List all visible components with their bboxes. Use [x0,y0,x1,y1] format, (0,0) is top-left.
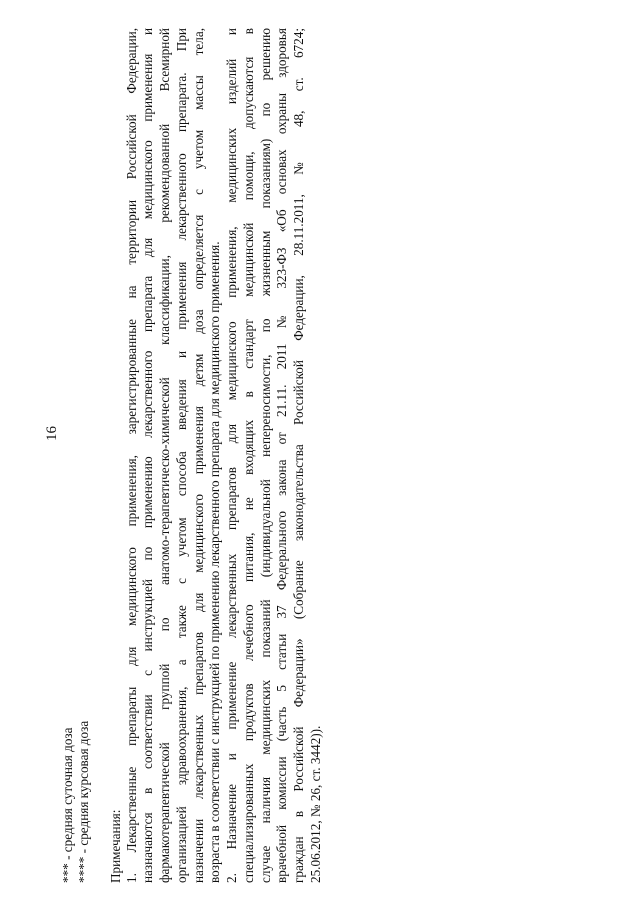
note-1-line: назначаются в соответствии с инструкцией по применению лекарственного препарата для медицинского применения и [140,28,156,883]
note-2-line: врачебной комиссии (часть 5 статьи 37 Федерального закона от 21.11. 2011 № 323-ФЗ «Об основах охраны здоровья [274,28,290,883]
note-2-line: граждан в Российской Федерации» (Собрание законодательства Российской Федерации, 28.11.2011, № 48, ст. 6724; [291,28,306,883]
note-2-line: случае наличия медицинских показаний (индивидуальной непереносимости, по жизненным показаниям) по решению [257,28,273,883]
note-1-line: фармакотерапевтической группой по анатомо-терапевтическо-химической классификации, рекомендованной Всемирной [157,28,172,883]
note-2-line: 25.06.2012, № 26, ст. 3442)). [307,725,323,883]
footnote-daily-dose: *** - средняя суточная доза [60,727,75,883]
notes-heading: Примечания: [108,809,123,883]
note-1-line: 1. Лекарственные препараты для медицинского применения, зарегистрированные на территории Российской Федерации, [123,28,139,883]
note-2 [224,28,325,883]
note-1-line: назначении лекарственных препаратов для медицинского применения детям доза определяется с учетом массы тела, [190,28,206,883]
note-1-line: организацией здравоохранения, а также с учетом способа введения и применения лекарственного препарата. При [173,28,189,883]
footnote-course-dose: **** - средняя курсовая доза [75,720,91,883]
note-1 [124,28,225,883]
note-2-line: 2. Назначение и применение лекарственных препаратов для медицинского применения, медицинских изделий и [224,28,239,883]
rotated-page-content [60,28,325,883]
notes-section [108,28,325,883]
page-number: 16 [44,426,60,441]
note-1-line: возраста в соответствии с инструкцией по применению лекарственного препарата для медицинского применения. [207,241,223,883]
note-2-line: специализированных продуктов лечебного питания, не входящих в стандарт медицинской помощи, допускаются в [240,28,256,883]
